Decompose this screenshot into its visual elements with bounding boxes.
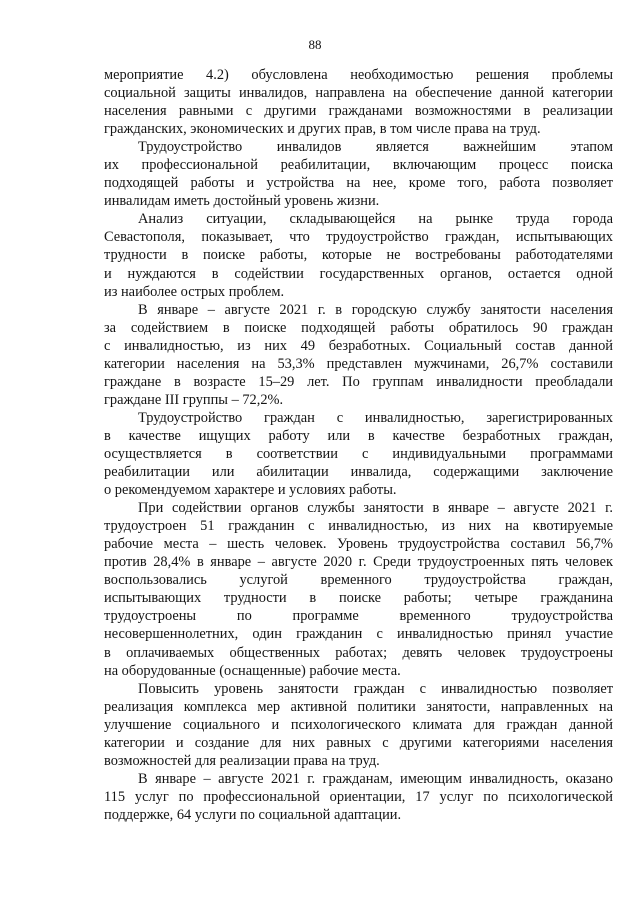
paragraph [104,301,613,409]
paragraph [104,138,613,210]
text-line: Анализ ситуации, складывающейся на рынке труда города [138,211,613,228]
paragraph [104,210,613,300]
text-line: трудности в поиске работы, которые не востребованы работодателями [104,247,613,264]
text-line: в оплачиваемых общественных работах; девять человек трудоустроены [104,644,613,661]
text-line: и нуждаются в содействии государственных органов, остается одной [104,265,613,282]
paragraph [104,499,613,679]
text-line: мероприятие 4.2) обусловлена необходимостью решения проблемы [104,67,613,83]
text-line: трудоустроен 51 гражданин с инвалидностью, из них на квотируемые [104,518,613,535]
text-line: поддержке, 64 услуги по социальной адаптации. [104,806,402,823]
paragraph [104,409,613,499]
text-line: граждане в возрасте 15–29 лет. По группам инвалидности преобладали [104,373,613,390]
text-line: населения равными с другими гражданами возможностями в реализации [104,103,613,120]
text-line: трудоустроены по программе временного трудоустройства [104,608,613,625]
text-line: Трудоустройство граждан с инвалидностью, зарегистрированных [138,409,613,426]
text-line: возможностей для реализации права на труд. [104,752,380,769]
text-line: социальной защиты инвалидов, направлена на обеспечение данной категории [104,85,613,102]
text-line: несовершеннолетних, один гражданин с инвалидностью принял участие [104,626,613,643]
text-line: реализация комплекса мер активной политики занятости, направленных на [104,698,613,715]
text-line: в качестве ищущих работу или в качестве безработных граждан, [104,427,613,444]
text-line: о рекомендуемом характере и условиях работы. [104,482,397,499]
text-line: против 28,4% в январе – августе 2020 г. Среди трудоустроенных пять человек [104,554,613,571]
text-line: граждане III группы – 72,2%. [104,391,284,408]
text-line: гражданских, экономических и других прав, в том числе права на труд. [104,121,541,138]
text-line: 115 услуг по профессиональной ориентации, 17 услуг по психологической [104,788,613,805]
text-line: из наиболее острых проблем. [104,283,285,300]
text-line: за содействием в поиске подходящей работы обратилось 90 граждан [104,319,613,336]
text-line: с инвалидностью, из них 49 безработных. Социальный состав данной [104,337,613,354]
text-line: их профессиональной реабилитации, включающим процесс поиска [104,157,613,174]
text-line: реабилитации или абилитации инвалида, содержащими заключение [104,464,613,481]
document-body [104,66,613,824]
text-line: В январе – августе 2021 г. в городскую службу занятости населения [138,301,613,318]
text-line: подходящей работы и устройства на нее, кроме того, работа позволяет [104,175,613,192]
text-line: испытывающих трудности в поиске работы; четыре гражданина [104,590,613,607]
text-line: При содействии органов службы занятости в январе – августе 2021 г. [138,500,613,517]
paragraph [104,680,613,770]
paragraph [104,66,613,138]
text-line: Севастополя, показывает, что трудоустройство граждан, испытывающих [104,229,613,246]
text-line: инвалидам иметь достойный уровень жизни. [104,193,380,210]
text-line: на оборудованные (оснащенные) рабочие места. [104,662,401,679]
text-line: рабочие места – шесть человек. Уровень трудоустройства составил 56,7% [104,536,613,553]
text-line: Повысить уровень занятости граждан с инвалидностью позволяет [138,680,613,697]
paragraph [104,770,613,824]
text-line: осуществляется в соответствии с индивидуальными программами [104,445,613,462]
text-line: улучшение социального и психологического климата для граждан данной [104,716,613,733]
text-line: воспользовались услугой временного трудоустройства граждан, [104,572,613,589]
text-line: категории и создание для них равных с другими категориями населения [104,734,613,751]
page-number: 88 [308,37,322,52]
text-line: Трудоустройство инвалидов является важнейшим этапом [138,139,613,156]
text-line: категории населения на 53,3% представлен мужчинами, 26,7% составили [104,355,613,372]
text-line: В январе – августе 2021 г. гражданам, имеющим инвалидность, оказано [138,770,613,787]
